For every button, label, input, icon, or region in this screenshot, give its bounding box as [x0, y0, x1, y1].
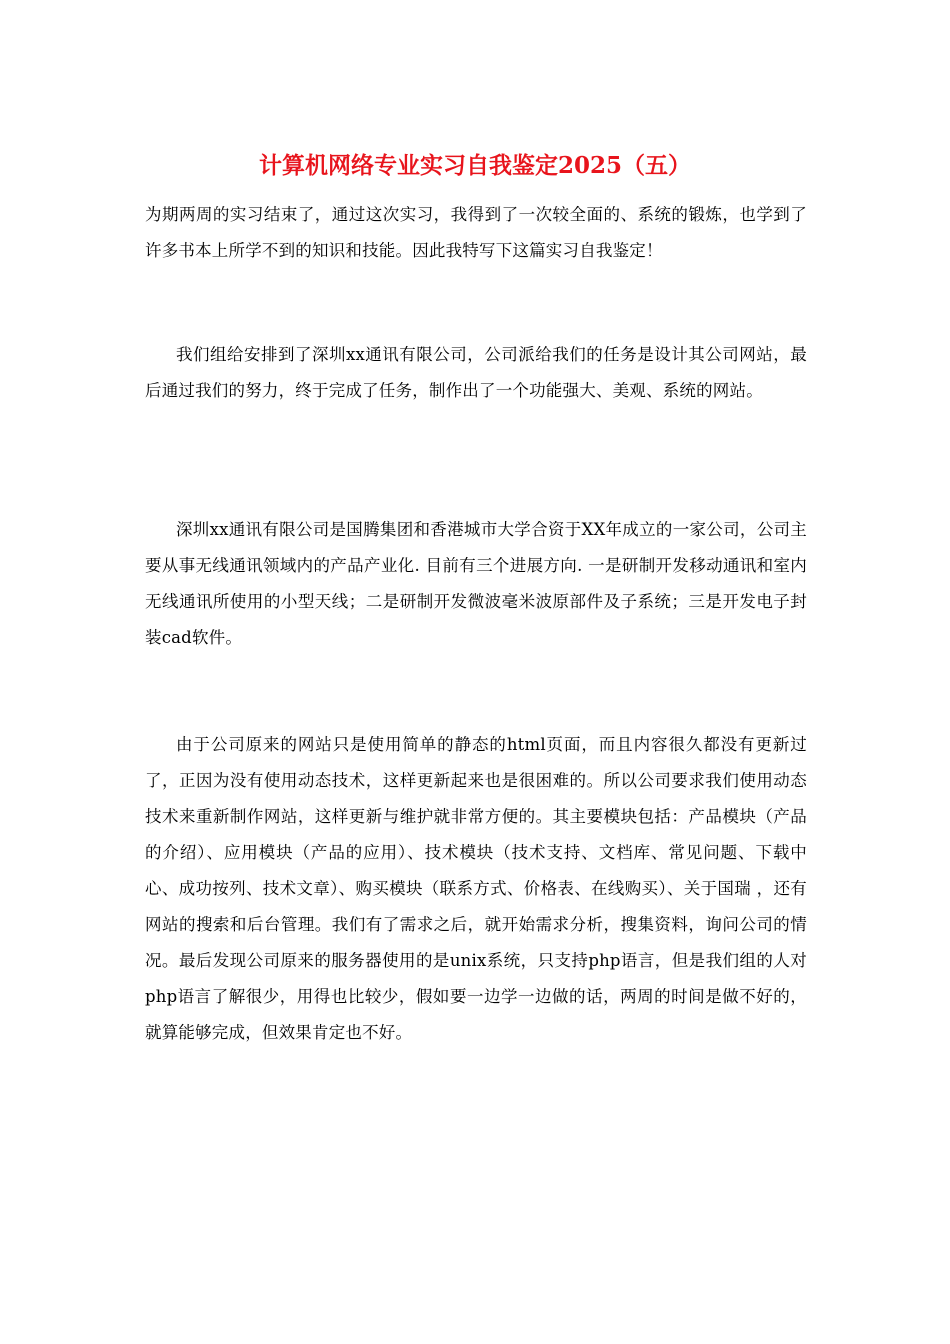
paragraph-intro: 为期两周的实习结束了，通过这次实习，我得到了一次较全面的、系统的锻炼，也学到了许多书本上所学不到的知识和技能。因此我特写下这篇实习自我鉴定！ [145, 205, 807, 260]
paragraph-requirements: 由于公司原来的网站只是使用简单的静态的html页面，而且内容很久都没有更新过了，正因为没有使用动态技术，这样更新起来也是很困难的。所以公司要求我们使用动态技术来重新制作网站，这样更新与维护就非常方便的。其主要模块包括：产品模块（产品的介绍）、应用模块（产品的应用）、技术模块（技术支持、文档库、常见问题、下载中心、成功按列、技术文章）、购买模块（联系方式、价格表、在线购买）、关于国瑞 ，还有网站的搜索和后台管理。我们有了需求之后，就开始需求分析，搜集资料，询问公司的情况。最后发现公司原来的服务器使用的是unix系统，只支持php语言，但是我们组的人对php语言了解很少，用得也比较少，假如要一边学一边做的话，两周的时间是做不好的，就算能够完成，但效果肯定也不好。 [145, 735, 807, 1042]
paragraph-assignment: 我们组给安排到了深圳xx通讯有限公司，公司派给我们的任务是设计其公司网站，最后通过我们的努力，终于完成了任务，制作出了一个功能强大、美观、系统的网站。 [145, 345, 807, 400]
paragraph-company: 深圳xx通讯有限公司是国腾集团和香港城市大学合资于XX年成立的一家公司，公司主要从事无线通讯领域内的产品产业化. 目前有三个进展方向. 一是研制开发移动通讯和室内无线通讯所使用的小型天线；二是研制开发微波毫米波原部件及子系统；三是开发电子封装cad软件。 [145, 520, 807, 647]
document-title: 计算机网络专业实习自我鉴定2025（五） [258, 152, 691, 179]
